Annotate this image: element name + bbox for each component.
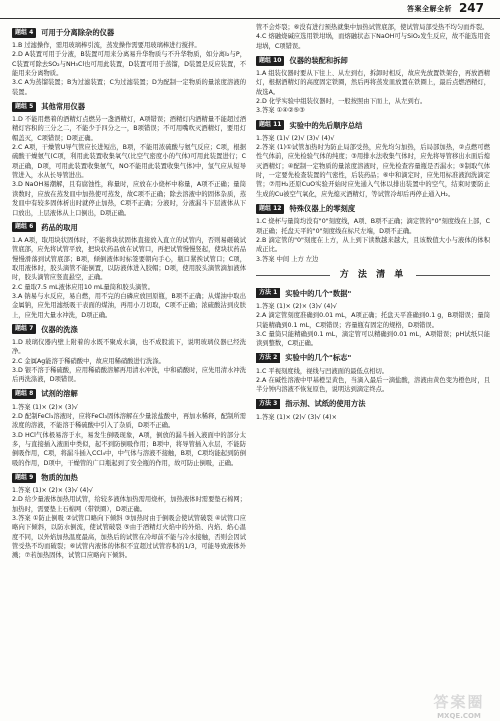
answer-paragraph: 2.D 化学实验中组装仪器时，一般按照由下而上，从左到右。 — [256, 98, 427, 106]
section-title: 可用于分离除杂的仪器 — [41, 27, 115, 37]
answer-paragraph: 3.答案 ①防止倒吸 ②试管口略向下倾斜 ③加热时由于倒吸会使试管破裂 ④试管口应略向下倾斜，以防水倒流，使试管破裂 ⑤由于酒精灯火焰中的外焰、内焰、焰心温度不同，以外焰加热温度最高，加热后的试管在冷却前不能与冷水接触，否则会因试管受热不均而破裂；⑥试管内液体的体积不宜超过试管容积的1/3，可能导致液体外溅；⑦若加热固体，试管口应略向下倾斜。 — [12, 515, 246, 560]
method-heading — [256, 399, 490, 410]
answer-paragraph: 3.D HCl气体极易溶于水，易发生倒吸现象，A项，倒放的漏斗插入液面中的部分太多，与直接插入液面中类似，起不到防倒吸作用；B项中，将导管插入水层，不能防倒吸作用，C项，将漏斗插入CCl₄中，中气体与溶液不接触，B项，C项均能起到防倒吸的作用，D项中，干燥管的广口瓶起到了安全瓶的作用，故可防止倒吸，正确。 — [12, 431, 246, 467]
answer-paragraph: 1.答案 (1)× (2)× (3)√ (4)√ — [12, 487, 93, 495]
answer-paragraph: 3.C A为蒸馏装置；B为过滤装置；C为过滤装置；D为配制一定物质的量浓度溶液的装置。 — [12, 79, 246, 96]
method-list-banner — [256, 268, 490, 284]
section-title: 仪器的装配和拆卸 — [289, 55, 348, 65]
method-heading — [256, 288, 490, 299]
section-title: 实验中的先后顺序总结 — [289, 120, 363, 130]
section-title: 仪器的洗涤 — [41, 324, 78, 334]
right-column — [256, 23, 490, 422]
answer-paragraph: 2.D A装置可用于分液，B装置可用来分离易升华物质与不升华物质，如分离I₂与P，C装置可除去SO₂与NH₃Cl也可用此装置，D装置可用于蒸馏，D装置是反应装置，不能用来分离物质。 — [12, 51, 246, 78]
answer-paragraph: 管不会炸裂；⑥没有进行预热就集中加热试管底部，使试管局部受热不均匀而炸裂。 — [256, 24, 489, 31]
answer-paragraph: 1.答案 (1)√ (2)√ (3)√ (4)√ — [256, 134, 335, 142]
answer-paragraph: 1.B 过滤操作，需用玻璃棒引流，蒸发操作需要用玻璃棒进行搅拌。 — [12, 42, 201, 49]
answer-paragraph: 1.A A项，取用块状固体时，不能将块状固体直接放入直立的试管内，否则易砸破试管底部，应先将试管平放，把块状药品放在试管口，再把试管慢慢竖起，使块状药品慢慢滑落到试管底部；B项，倾倒液体时标签要朝向手心，瓶口紧挨试管口；C项，取用液体时，胶头滴管不能倒置，以防液体进入胶帽；D项，使用胶头滴管滴加液体时，胶头滴管应竖直悬空，正确。 — [12, 236, 246, 282]
answer-paragraph: 1.C 平视刻度线，视线与凹液面的最低点相切。 — [256, 367, 389, 375]
answer-paragraph: 3.D 银不溶于稀硫酸，应用稀硝酸溶解再用清水冲洗，中和硝酸时，应先用清水冲洗后再洗涤液，D项错误。 — [12, 366, 246, 384]
answer-paragraph: 1.A 组装仪器时要从下往上、从左到右，拆卸时相反，故应先放置铁架台，再放酒精灯，根据酒精灯的高度固定铁圈，然后再将蒸发皿放置在铁圈上，最后点燃酒精灯，故选A。 — [256, 70, 490, 96]
answer-paragraph: 2.A 在碱性溶液中甲基橙呈黄色，当滴入最后一滴盐酸，溶液由黄色变为橙色时，且半分钟内溶液不恢复原色，说明达到滴定终点。 — [256, 376, 490, 394]
watermark-url: MXQE.COM — [437, 712, 481, 720]
answer-paragraph: 3.C 量筒只能精确到0.1 mL，滴定管可以精确到0.01 mL，A项错误；pH试纸只能读到整数，C项正确。 — [256, 330, 490, 348]
section-tag: 方法 1 — [256, 288, 280, 298]
section-title: 药品的取用 — [41, 222, 78, 232]
answer-paragraph: 2.D 给少量液体加热用试管，给较多液体加热需用烧杯，加热液体时需要垫石棉网；加热时，需要垫上石棉网（带铁圈），D项正确。 — [12, 496, 246, 513]
header-label: 答案全解全析 — [407, 5, 452, 13]
section-tag: 题组 7 — [12, 324, 36, 334]
watermark-text: 答案圈 — [433, 693, 485, 711]
section-title: 实验中的几个"标志" — [285, 353, 352, 363]
section-tag: 题组 4 — [12, 28, 36, 38]
section-tag: 题组 8 — [12, 389, 36, 399]
answer-paragraph: 3.D NaOH易潮解，且有腐蚀性，称量时，应放在小烧杯中称量，A项不正确；量筒读数时，应放在蒸发皿中加热使可蒸发，故C项不正确；除去溶液中的固体杂质，蒸发皿中有较多固体析出时就停止加热，C项不正确；分液时，分液漏斗下层液体从下口放出，上层液体从上口倒出，D项正确。 — [12, 181, 246, 217]
answer-paragraph: 2.C 量取7.5 mL液体应用10 mL量筒和胶头滴管。 — [12, 283, 154, 291]
answer-paragraph: 1.答案 (1)× (2)× (3)√ (4)√ — [256, 302, 337, 310]
section-heading — [256, 55, 490, 66]
section-tag: 题组 6 — [12, 222, 36, 232]
method-heading — [256, 353, 490, 364]
answer-paragraph: 1.D 不能用燃着的酒精灯点燃另一盏酒精灯，A项错误；酒精灯内酒精量不能超过酒精灯容积的三分之二，不能少于四分之一，B项错误；不可用嘴吹灭酒精灯，要用灯帽盖灭，C项错误；D项正确。 — [12, 116, 246, 142]
section-title: 试剂的溶解 — [41, 389, 78, 399]
section-title: 指示剂、试纸的使用方法 — [285, 399, 366, 409]
answer-paragraph: 2.C A项，干燥管U导气管应长进短出，B项，不能用浓硫酸与氨气反应；C项，根据硫酸干燥氨气(C项，利用此装置收集氧气(比空气密度小的气体)可用此装置进行；C项正确，D项，可用此装置收集氨气，NO不能用此装置收集气体)中，氢气应从短导管进入，水从长导管进出。 — [12, 144, 246, 180]
section-heading — [12, 101, 246, 112]
answer-paragraph: 1.C 烧杯与量筒均没有"0"刻度线，A项、B项不正确；滴定管的"0"刻度线在上部，C项正确；托盘天平的"0"刻度线在标尺左端，D项不正确。 — [256, 218, 490, 235]
section-title: 物质的加热 — [41, 472, 78, 482]
answer-paragraph: 3.答案 中间 上方 左边 — [256, 255, 319, 263]
answer-paragraph: 1.答案 (1)× (2)× (3)√ — [12, 403, 78, 411]
section-tag: 方法 3 — [256, 399, 280, 409]
section-title: 实验中的几个"数据" — [285, 288, 352, 298]
section-tag: 题组 9 — [12, 473, 36, 483]
section-heading — [12, 27, 246, 38]
section-heading — [256, 203, 490, 214]
answer-paragraph: 1.D 玻璃仪器内壁上附着的水既不聚成水滴，也不成股流下，说明玻璃仪器已经洗净。 — [12, 338, 246, 356]
section-heading — [12, 472, 246, 483]
section-tag: 题组 11 — [256, 120, 284, 130]
page-number: 247 — [458, 1, 484, 15]
answer-paragraph: 3.答案 ①④②⑤③ — [256, 107, 305, 115]
answer-paragraph: 2.D 配制FeCl₃溶液时，应将FeCl₃固体溶解在少量浓盐酸中，再加水稀释，配制所需浓度的溶液，不能溶于稀硫酸中引入了杂质，D项不正确。 — [12, 413, 246, 430]
section-heading — [256, 120, 490, 131]
section-heading — [12, 389, 246, 400]
section-heading — [12, 324, 246, 335]
section-tag: 题组 10 — [256, 56, 284, 66]
page-header — [0, 0, 500, 19]
left-column — [12, 23, 246, 561]
answer-paragraph: 2.A 滴定管刻度准确到0.01 mL，A项正确；托盘天平准确到0.1 g，B项错误；量筒只能精确到0.1 mL，C项错误；容量瓶有固定的规格，D项错误。 — [256, 312, 490, 329]
section-tag: 题组 12 — [256, 204, 284, 214]
watermark-logo — [424, 691, 494, 720]
answer-paragraph: 1.答案 (1)× (2)√ (3)√ (4)× — [256, 413, 337, 421]
section-tag: 题组 5 — [12, 102, 36, 112]
section-tag: 方法 2 — [256, 353, 280, 363]
banner-title: 方 法 清 单 — [339, 270, 407, 281]
answer-paragraph: 3.A 钠易与水反应，易自燃，用不完的白磷应放回原瓶，B项不正确；从煤油中取出金属钠，应先用滤纸吸干表面的煤油，再用小刀切取，C项不正确；浓硫酸沾到皮肤上，应先用大量水冲洗，D项正确。 — [12, 292, 246, 319]
section-title: 其他常用仪器 — [41, 101, 86, 111]
answer-paragraph: 2.B 滴定管的"0"刻度在上方，从上到下读数越来越大，且该数值大小与液体的体积成正比。 — [256, 236, 490, 254]
answer-paragraph: 4.C 熔融烧碱应选用铁坩埚，而熔融状态下NaOH可与SiO₂发生反应，故不能选用瓷坩埚，C项错误。 — [256, 33, 490, 50]
section-heading — [12, 222, 246, 233]
answer-paragraph: 2.答案 (1)①试管加热时为防止局部受热，应先均匀加热，后局部加热，②点燃可燃性气体前，应先检验气体的纯度；③用排水法收集气体时，应先将导管移出水面后熄灭酒精灯；④配制一定物质的量浓度溶液时，应先检查容量瓶是否漏水；⑤制取气体时，一定要先检查装置的气密性，后装药品；⑥中和滴定时，应先用标准液润洗滴定管；⑦用H₂还原CuO实验开始时应先通入气体以排出装置中的空气，结束时要防止生成的Cu被空气氧化，应先熄灭酒精灯，等试管冷却后再停止通入H₂。 — [256, 144, 490, 198]
answer-paragraph: 2.C 金属Ag能溶于稀硝酸中，故应用稀硝酸进行洗涤。 — [12, 357, 165, 365]
section-title: 特殊仪器上的零刻度 — [289, 203, 356, 213]
